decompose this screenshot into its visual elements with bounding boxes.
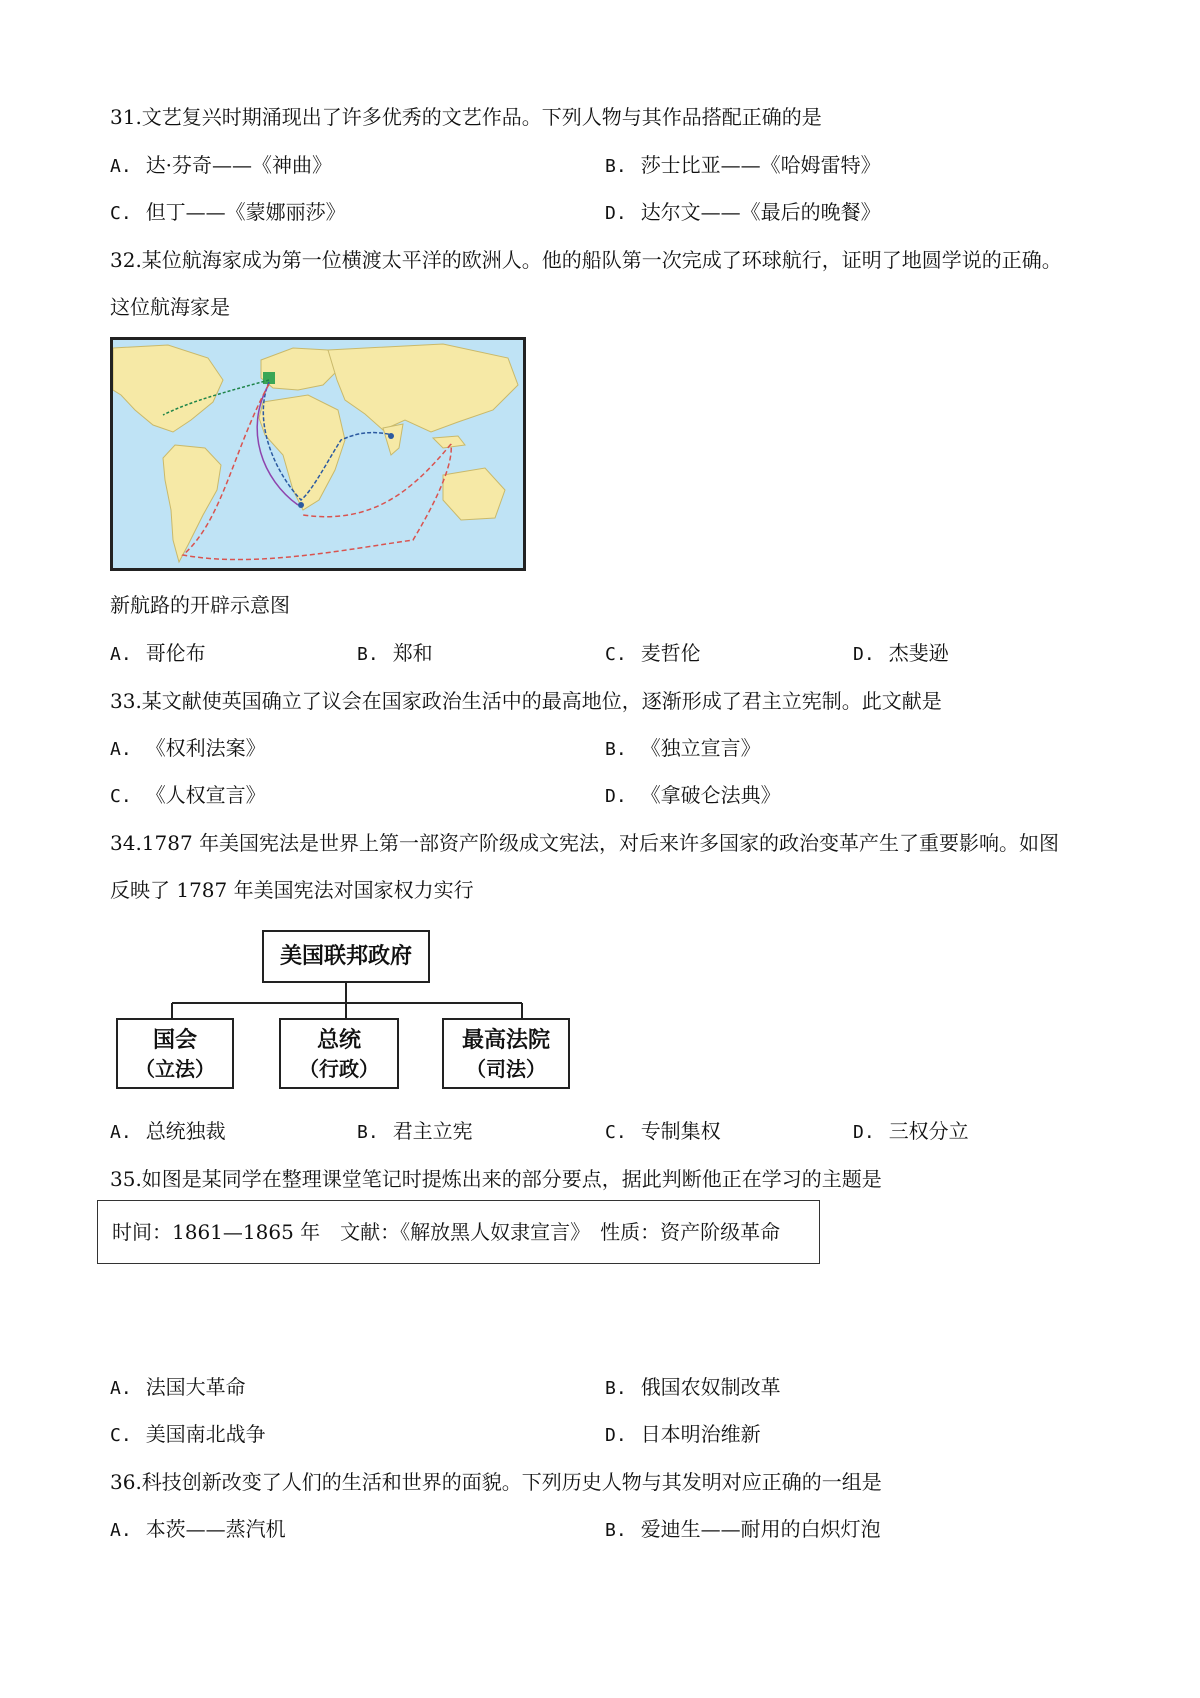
branch-role: （立法） — [135, 1057, 215, 1081]
option-text: 本茨——蒸汽机 — [145, 1517, 286, 1541]
q34-option-d[interactable] — [853, 1117, 969, 1147]
option-letter: B. — [605, 1378, 627, 1399]
branch-name: 最高法院 — [461, 1028, 550, 1053]
branch-name: 国会 — [152, 1028, 197, 1053]
option-letter: C. — [110, 1425, 132, 1446]
option-text: 专制集权 — [640, 1119, 721, 1143]
q34-option-b[interactable] — [357, 1117, 473, 1147]
option-letter: B. — [605, 156, 627, 177]
option-text: 《拿破仑法典》 — [640, 783, 781, 807]
option-text: 君主立宪 — [392, 1119, 473, 1143]
option-letter: A. — [110, 739, 132, 760]
q35-option-c[interactable] — [110, 1420, 266, 1450]
option-text: 三权分立 — [888, 1119, 969, 1143]
org-top-box — [262, 930, 430, 983]
q33-stem: 33.某文献使英国确立了议会在国家政治生活中的最高地位，逐渐形成了君主立宪制。此文献是 — [110, 689, 942, 713]
q31-option-d[interactable] — [605, 198, 881, 228]
option-letter: C. — [605, 644, 627, 665]
org-branch-congress — [116, 1018, 234, 1089]
new-sea-routes-map — [110, 337, 526, 571]
q32-option-c[interactable] — [605, 639, 701, 669]
q32-option-b[interactable] — [357, 639, 433, 669]
q33-option-d[interactable] — [605, 781, 781, 811]
q35-option-d[interactable] — [605, 1420, 761, 1450]
q36-option-b[interactable] — [605, 1515, 881, 1545]
org-branch-supreme-court — [442, 1018, 570, 1089]
q35-option-a[interactable] — [110, 1373, 246, 1403]
q35-stem: 35.如图是某同学在整理课堂笔记时提炼出来的部分要点，据此判断他正在学习的主题是 — [110, 1167, 882, 1191]
option-letter: A. — [110, 1378, 132, 1399]
option-text: 杰斐逊 — [888, 641, 949, 665]
option-letter: D. — [605, 1425, 627, 1446]
option-letter: C. — [110, 203, 132, 224]
option-letter: B. — [357, 1122, 379, 1143]
option-letter: A. — [110, 156, 132, 177]
q32-option-d[interactable] — [853, 639, 949, 669]
option-text: 《独立宣言》 — [640, 736, 761, 760]
federal-government-chart — [112, 925, 582, 1095]
branch-name: 总统 — [316, 1028, 361, 1053]
q33-option-a[interactable] — [110, 734, 266, 764]
q31-option-c[interactable] — [110, 198, 346, 228]
option-letter: B. — [605, 739, 627, 760]
option-letter: D. — [605, 786, 627, 807]
option-letter: B. — [605, 1520, 627, 1541]
q31-option-b[interactable] — [605, 151, 881, 181]
world-map-illustration — [113, 340, 523, 568]
branch-role: （行政） — [299, 1057, 379, 1081]
q36-stem: 36.科技创新改变了人们的生活和世界的面貌。下列历史人物与其发明对应正确的一组是 — [110, 1470, 882, 1494]
option-text: 达·芬奇——《神曲》 — [145, 153, 333, 177]
option-text: 达尔文——《最后的晚餐》 — [640, 200, 881, 224]
q34-option-a[interactable] — [110, 1117, 226, 1147]
option-text: 爱迪生——耐用的白炽灯泡 — [640, 1517, 881, 1541]
q35-option-b[interactable] — [605, 1373, 781, 1403]
q33-option-b[interactable] — [605, 734, 761, 764]
q34-stem-line2: 反映了 1787 年美国宪法对国家权力实行 — [110, 878, 474, 902]
org-top-label: 美国联邦政府 — [279, 944, 412, 969]
option-text: 莎士比亚——《哈姆雷特》 — [640, 153, 881, 177]
q32-map-caption: 新航路的开辟示意图 — [110, 593, 290, 617]
option-letter: C. — [605, 1122, 627, 1143]
q35-note-box: 时间：1861—1865 年 文献：《解放黑人奴隶宣言》 性质：资产阶级革命 — [97, 1200, 820, 1264]
q32-stem-line1: 32.某位航海家成为第一位横渡太平洋的欧洲人。他的船队第一次完成了环球航行，证明了地圆学说的正确。 — [110, 248, 1062, 272]
option-letter: A. — [110, 644, 132, 665]
option-letter: D. — [853, 644, 875, 665]
option-text: 法国大革命 — [145, 1375, 246, 1399]
branch-role: （司法） — [466, 1057, 546, 1081]
cape-marker — [298, 502, 304, 508]
q34-option-c[interactable] — [605, 1117, 721, 1147]
q32-stem-line2: 这位航海家是 — [110, 295, 230, 319]
q31-option-a[interactable] — [110, 151, 332, 181]
q33-option-c[interactable] — [110, 781, 266, 811]
option-text: 总统独裁 — [145, 1119, 226, 1143]
calicut-marker — [388, 433, 394, 439]
q36-option-a[interactable] — [110, 1515, 286, 1545]
org-branch-president — [279, 1018, 399, 1089]
option-text: 《人权宣言》 — [145, 783, 266, 807]
option-letter: B. — [357, 644, 379, 665]
option-text: 麦哲伦 — [640, 641, 701, 665]
option-text: 美国南北战争 — [145, 1422, 266, 1446]
option-letter: A. — [110, 1122, 132, 1143]
option-letter: C. — [110, 786, 132, 807]
q32-option-a[interactable] — [110, 639, 206, 669]
option-letter: D. — [853, 1122, 875, 1143]
option-text: 俄国农奴制改革 — [640, 1375, 781, 1399]
option-letter: A. — [110, 1520, 132, 1541]
q34-stem-line1: 34.1787 年美国宪法是世界上第一部资产阶级成文宪法，对后来许多国家的政治变革产生了重要影响。如图 — [110, 831, 1060, 855]
option-letter: D. — [605, 203, 627, 224]
q31-stem: 31.文艺复兴时期涌现出了许多优秀的文艺作品。下列人物与其作品搭配正确的是 — [110, 105, 822, 129]
option-text: 《权利法案》 — [145, 736, 266, 760]
option-text: 但丁——《蒙娜丽莎》 — [145, 200, 346, 224]
option-text: 郑和 — [392, 641, 433, 665]
option-text: 哥伦布 — [145, 641, 206, 665]
option-text: 日本明治维新 — [640, 1422, 761, 1446]
